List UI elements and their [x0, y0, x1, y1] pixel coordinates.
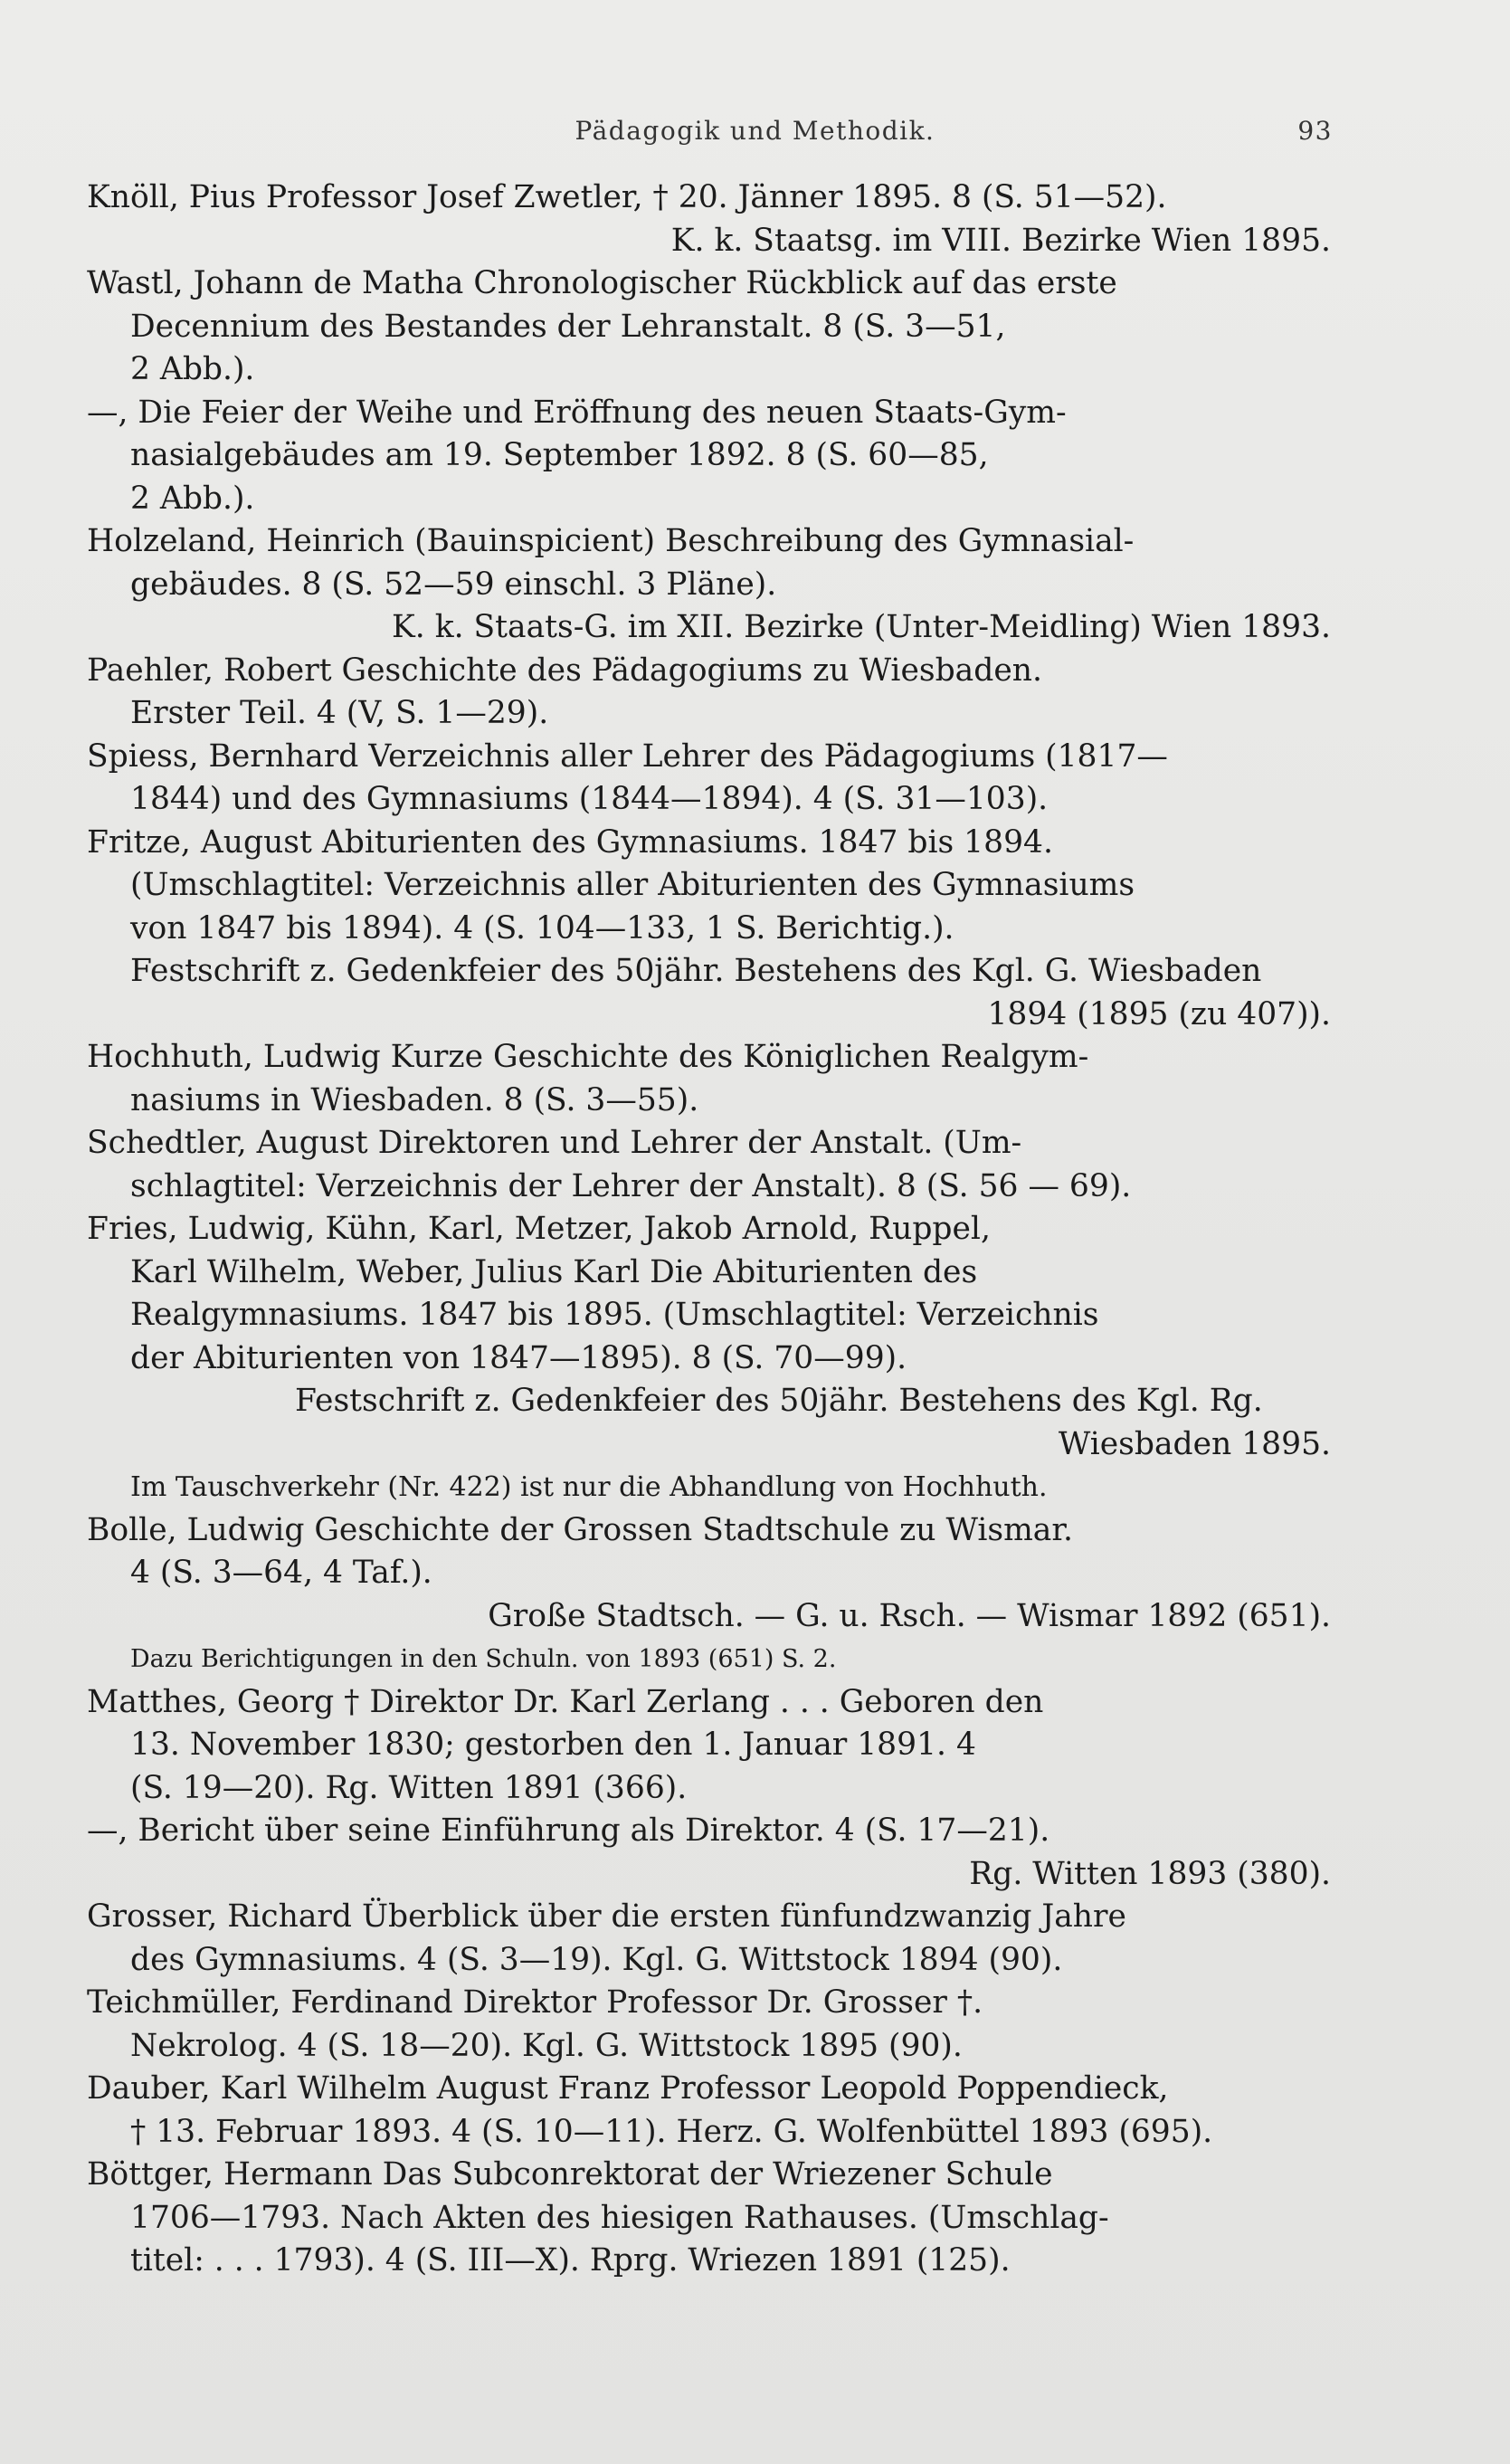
entry-line: Fritze, August Abiturienten des Gymnasiums. 1847 bis 1894.	[87, 823, 1053, 861]
entry-line: Böttger, Hermann Das Subconrektorat der Wriezener Schule	[87, 2156, 1053, 2193]
entry-line: K. k. Staats-G. im XII. Bezirke (Unter-Meidling) Wien 1893.	[392, 609, 1331, 645]
entry-wastl-2	[87, 392, 1335, 521]
entry-line: —, Die Feier der Weihe und Eröffnung des neuen Staats-Gym-	[87, 394, 1067, 431]
entry-line: Erster Teil. 4 (V, S. 1—29).	[130, 695, 549, 731]
entry-line: Karl Wilhelm, Weber, Julius Karl Die Abiturienten des	[130, 1253, 978, 1290]
entry-dauber	[87, 2068, 1335, 2154]
entry-line: Rg. Witten 1893 (380).	[969, 1855, 1331, 1892]
entry-matthes	[87, 1681, 1335, 1811]
entry-line: Grosser, Richard Überblick über die ersten fünfundzwanzig Jahre	[87, 1898, 1126, 1935]
entry-line: Teichmüller, Ferdinand Direktor Professor Dr. Grosser †.	[87, 1984, 983, 2021]
entry-line: Festschrift z. Gedenkfeier des 50jähr. Bestehens des Kgl. G. Wiesbaden	[130, 953, 1262, 989]
entry-line: 2 Abb.).	[130, 351, 255, 387]
entry-line: nasiums in Wiesbaden. 8 (S. 3—55).	[130, 1081, 699, 1118]
entry-matthes-2	[87, 1810, 1335, 1896]
entry-line: titel: . . . 1793). 4 (S. III—X). Rprg. Wriezen 1891 (125).	[130, 2242, 1011, 2278]
entry-line: 1706—1793. Nach Akten des hiesigen Rathauses. (Umschlag-	[130, 2199, 1109, 2236]
entry-note: Dazu Berichtigungen in den Schuln. von 1893 (651) S. 2.	[130, 1645, 837, 1673]
entry-fritze	[87, 822, 1335, 1037]
entry-bolle	[87, 1509, 1335, 1681]
entry-line: von 1847 bis 1894). 4 (S. 104—133, 1 S. Berichtig.).	[130, 909, 954, 947]
entry-line: Paehler, Robert Geschichte des Pädagogiums zu Wiesbaden.	[87, 652, 1042, 689]
entry-line: (S. 19—20). Rg. Witten 1891 (366).	[130, 1769, 688, 1806]
entry-line: 1894 (1895 (zu 407)).	[987, 995, 1331, 1032]
entry-line: Schedtler, August Direktoren und Lehrer der Anstalt. (Um-	[87, 1125, 1022, 1161]
entry-line: Große Stadtsch. — G. u. Rsch. — Wismar 1892 (651).	[488, 1597, 1331, 1634]
entry-line: Bolle, Ludwig Geschichte der Grossen Stadtschule zu Wismar.	[87, 1511, 1074, 1548]
entry-schedtler	[87, 1122, 1335, 1208]
entry-line: Wastl, Johann de Matha Chronologischer Rückblick auf das erste	[87, 265, 1117, 301]
entry-fries	[87, 1208, 1335, 1509]
entry-boettger	[87, 2154, 1335, 2283]
entry-line: 4 (S. 3—64, 4 Taf.).	[130, 1555, 432, 1591]
entry-line: (Umschlagtitel: Verzeichnis aller Abiturienten des Gymnasiums	[130, 867, 1135, 903]
entry-holzeland	[87, 520, 1335, 650]
entry-line: der Abiturienten von 1847—1895). 8 (S. 70—99).	[130, 1339, 907, 1376]
entry-line: Matthes, Georg † Direktor Dr. Karl Zerlang . . . Geboren den	[87, 1683, 1044, 1720]
entry-line: des Gymnasiums. 4 (S. 3—19). Kgl. G. Wittstock 1894 (90).	[130, 1941, 1063, 1978]
entry-line: † 13. Februar 1893. 4 (S. 10—11). Herz. G. Wolfenbüttel 1893 (695).	[130, 2113, 1213, 2150]
entry-line: Festschrift z. Gedenkfeier des 50jähr. Bestehens des Kgl. Rg.	[295, 1383, 1263, 1419]
entry-line: Realgymnasiums. 1847 bis 1895. (Umschlagtitel: Verzeichnis	[130, 1297, 1099, 1333]
entry-paehler	[87, 650, 1335, 736]
entry-grosser	[87, 1896, 1335, 1982]
page-number: 93	[1297, 116, 1333, 146]
header-title: Pädagogik und Methodik.	[575, 116, 935, 146]
entry-line: 2 Abb.).	[130, 480, 255, 517]
entry-wastl	[87, 262, 1335, 392]
entry-line: 1844) und des Gymnasiums (1844—1894). 4 (S. 31—103).	[130, 781, 1049, 817]
entry-line: —, Bericht über seine Einführung als Direktor. 4 (S. 17—21).	[87, 1812, 1050, 1849]
running-header	[0, 116, 1510, 152]
entry-line: Nekrolog. 4 (S. 18—20). Kgl. G. Wittstock 1895 (90).	[130, 2027, 963, 2064]
entry-knoell	[87, 176, 1335, 262]
entry-line: Dauber, Karl Wilhelm August Franz Professor Leopold Poppendieck,	[87, 2070, 1169, 2107]
entry-teichmueller	[87, 1982, 1335, 2068]
entry-line: Fries, Ludwig, Kühn, Karl, Metzer, Jakob Arnold, Ruppel,	[87, 1211, 991, 1247]
bibliography-list	[87, 176, 1335, 2283]
entry-line: Wiesbaden 1895.	[1058, 1425, 1331, 1462]
entry-hochhuth	[87, 1036, 1335, 1122]
entry-note: Im Tauschverkehr (Nr. 422) ist nur die Abhandlung von Hochhuth.	[130, 1471, 1048, 1503]
entry-spiess	[87, 736, 1335, 822]
entry-line: 13. November 1830; gestorben den 1. Januar 1891. 4	[130, 1727, 976, 1763]
entry-line: Spiess, Bernhard Verzeichnis aller Lehrer des Pädagogiums (1817—	[87, 737, 1168, 775]
entry-line: K. k. Staatsg. im VIII. Bezirke Wien 1895.	[670, 222, 1331, 259]
entry-line: Holzeland, Heinrich (Bauinspicient) Beschreibung des Gymnasial-	[87, 523, 1135, 559]
entry-line: Decennium des Bestandes der Lehranstalt. 8 (S. 3—51,	[130, 308, 1006, 345]
entry-line: gebäudes. 8 (S. 52—59 einschl. 3 Pläne).	[130, 566, 777, 603]
entry-line: nasialgebäudes am 19. September 1892. 8 (S. 60—85,	[130, 437, 989, 473]
entry-line: Knöll, Pius Professor Josef Zwetler, † 20. Jänner 1895. 8 (S. 51—52).	[87, 179, 1167, 215]
entry-line: Hochhuth, Ludwig Kurze Geschichte des Königlichen Realgym-	[87, 1039, 1089, 1075]
entry-line: schlagtitel: Verzeichnis der Lehrer der Anstalt). 8 (S. 56 — 69).	[130, 1167, 1132, 1204]
